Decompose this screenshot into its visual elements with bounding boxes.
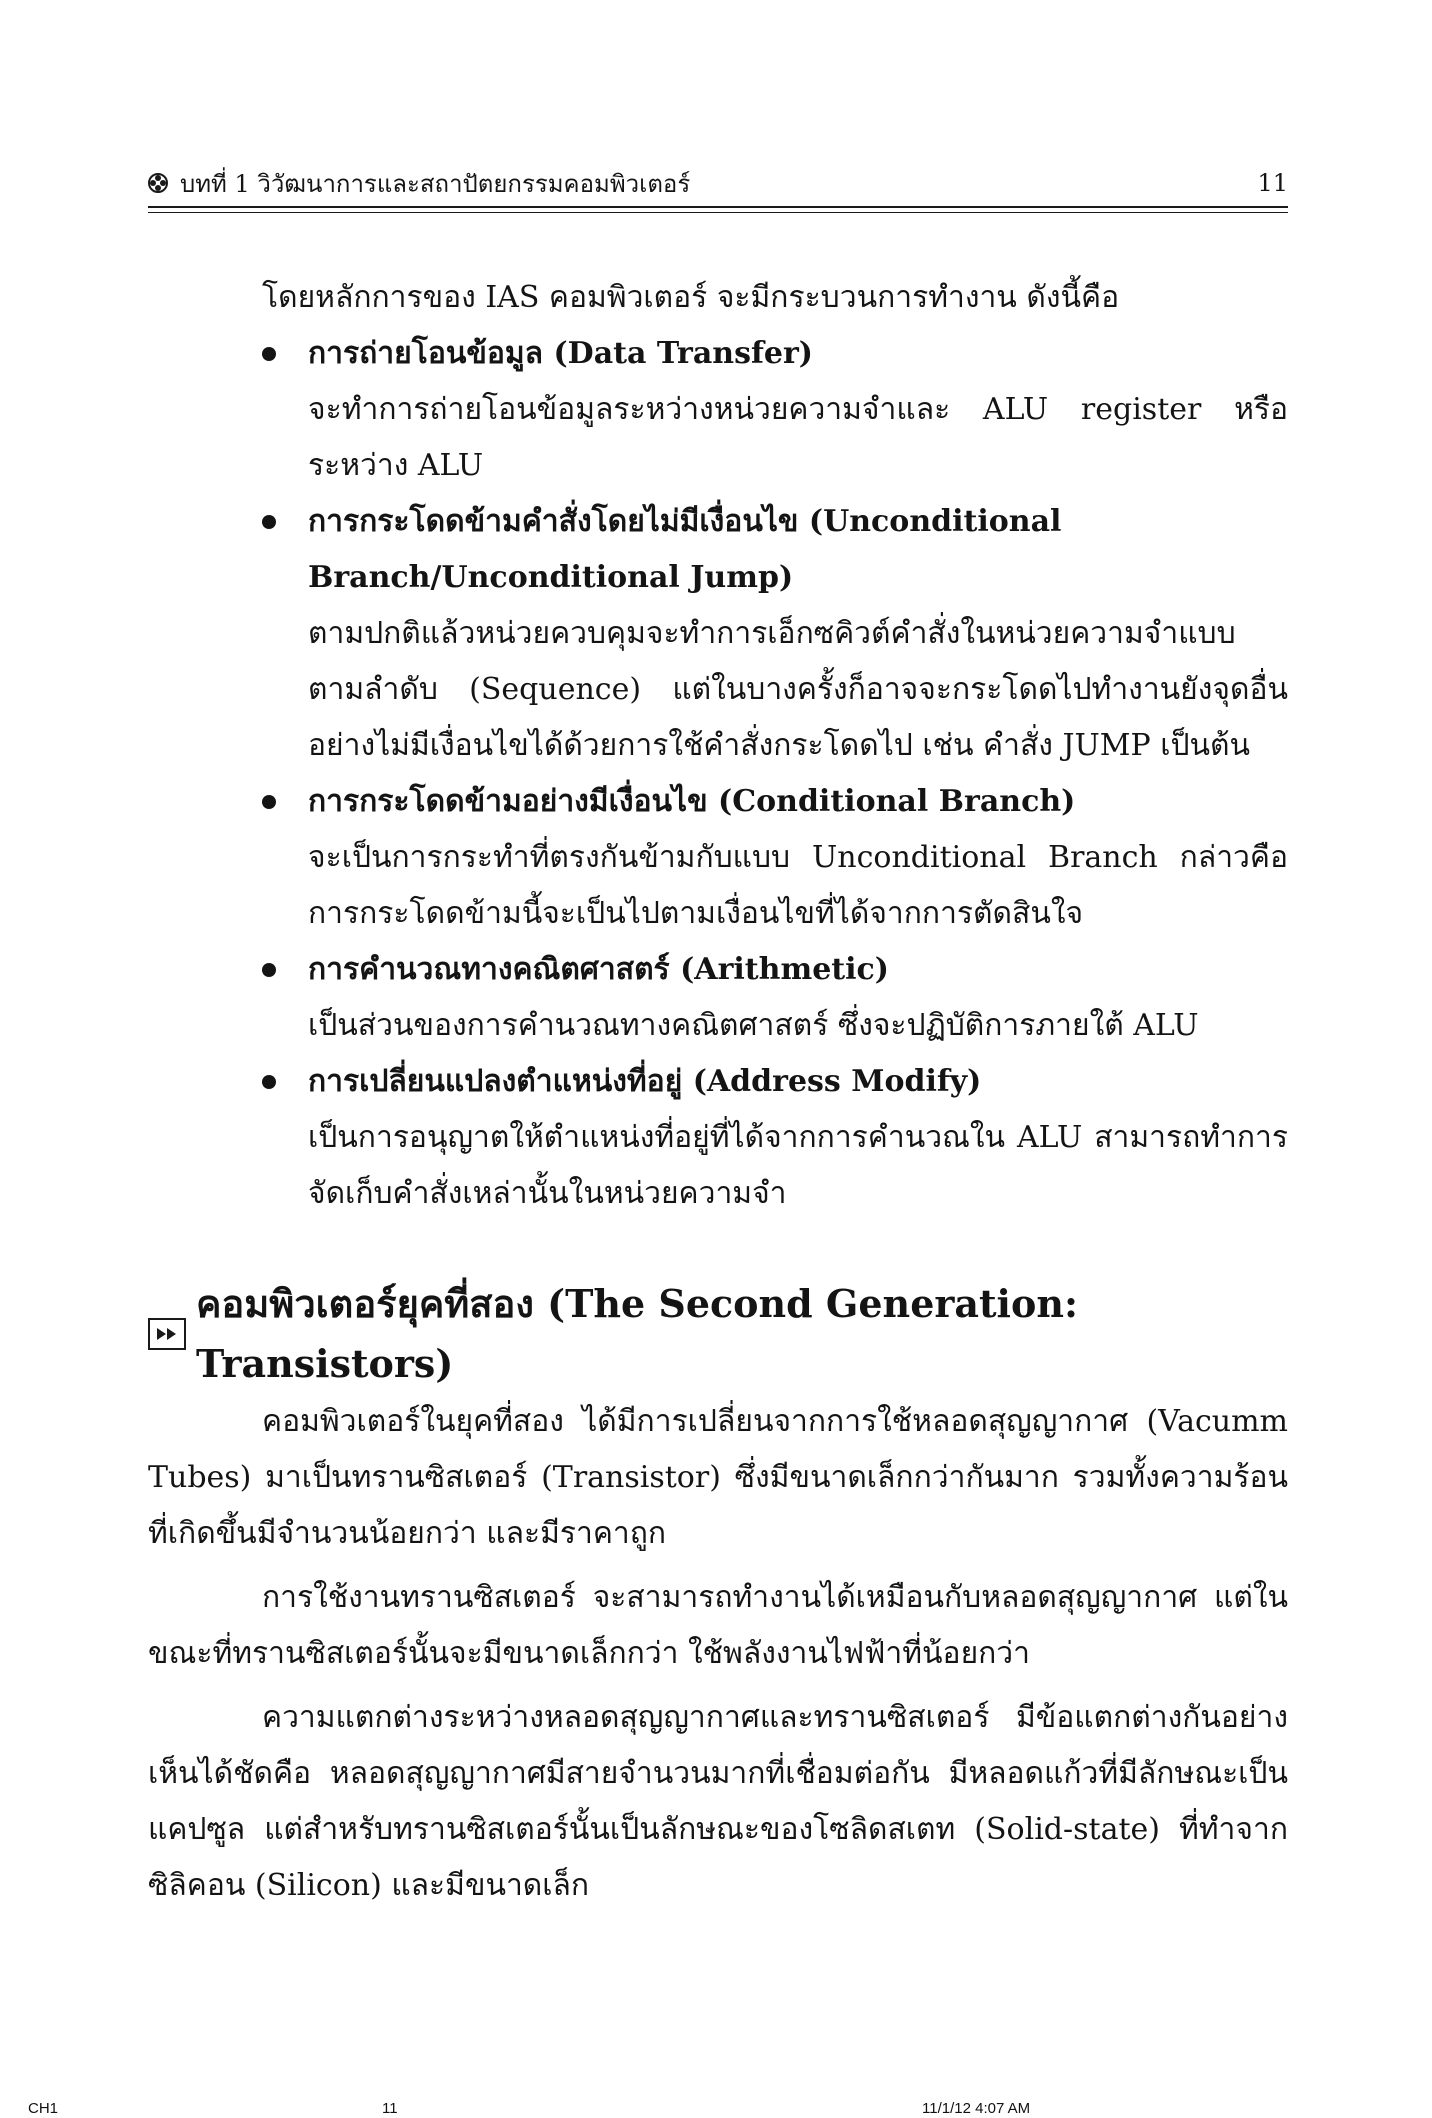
ias-process-block [262,270,1288,1222]
bullet-title: การคำนวณทางคณิตศาสตร์ (Arithmetic) [308,952,890,987]
page-header [148,160,1288,208]
bullet-icon [262,963,276,977]
chapter-heading [148,164,690,203]
header-page-number: 11 [1257,169,1288,197]
chapter-title: บทที่ 1 วิวัฒนาการและสถาปัตยกรรมคอมพิวเตอร์ [180,169,691,198]
section-heading [148,1274,1288,1394]
footer-page-number: 11 [382,2100,398,2117]
bullet-icon [262,515,276,529]
bullet-description: เป็นการอนุญาตให้ตำแหน่งที่อยู่ที่ได้จากการคำนวณใน ALU สามารถทำการจัดเก็บคำสั่งเหล่านั้นในหน่วยความจำ [308,1120,1288,1211]
bullet-description: เป็นส่วนของการคำนวณทางคณิตศาสตร์ ซึ่งจะปฏิบัติการภายใต้ ALU [308,1008,1199,1043]
page-body [148,270,1288,1914]
footer-file-label: CH1 [28,2100,59,2117]
bullet-title: การกระโดดข้ามคำสั่งโดยไม่มีเงื่อนไข (Unconditional Branch/Unconditional Jump) [308,504,1062,595]
footer-timestamp: 11/1/12 4:07 AM [922,2100,1031,2117]
bullet-title: การถ่ายโอนข้อมูล (Data Transfer) [308,336,813,371]
body-paragraph: ความแตกต่างระหว่างหลอดสุญญากาศและทรานซิสเตอร์ มีข้อแตกต่างกันอย่างเห็นได้ชัดคือ หลอดสุญญากาศมีสายจำนวนมากที่เชื่อมต่อกัน มีหลอดแก้วที่มีลักษณะเป็นแคปซูล แต่สำหรับทรานซิสเตอร์นั้นเป็นลักษณะของโซลิดสเตท (Solid-state) ที่ทำจากซิลิคอน (Silicon) และมีขนาดเล็ก [148,1700,1288,1903]
list-item [262,774,1288,942]
bullet-description: จะเป็นการกระทำที่ตรงกันข้ามกับแบบ Unconditional Branch กล่าวคือ การกระโดดข้ามนี้จะเป็นไปตามเงื่อนไขที่ได้จากการตัดสินใจ [308,840,1288,931]
print-footer [0,2100,1432,2118]
list-item [262,494,1288,774]
bullet-icon [262,347,276,361]
list-item [262,942,1288,1054]
bullet-icon [262,1075,276,1089]
intro-paragraph: โดยหลักการของ IAS คอมพิวเตอร์ จะมีกระบวนการทำงาน ดังนี้คือ [262,280,1120,315]
body-paragraph: คอมพิวเตอร์ในยุคที่สอง ได้มีการเปลี่ยนจากการใช้หลอดสุญญากาศ (Vacumm Tubes) มาเป็นทรานซิสเตอร์ (Transistor) ซึ่งมีขนาดเล็กกว่ากันมาก รวมทั้งความร้อนที่เกิดขึ้นมีจำนวนน้อยกว่า และมีราคาถูก [148,1404,1288,1551]
body-paragraph: การใช้งานทรานซิสเตอร์ จะสามารถทำงานได้เหมือนกับหลอดสุญญากาศ แต่ในขณะที่ทรานซิสเตอร์นั้นจะมีขนาดเล็กกว่า ใช้พลังงานไฟฟ้าที่น้อยกว่า [148,1580,1288,1671]
flower-ornament-icon [148,173,168,193]
bullet-title: การกระโดดข้ามอย่างมีเงื่อนไข (Conditional Branch) [308,784,1076,819]
fast-forward-icon [148,1318,186,1350]
bullet-title: การเปลี่ยนแปลงตำแหน่งที่อยู่ (Address Modify) [308,1064,982,1099]
bullet-description: จะทำการถ่ายโอนข้อมูลระหว่างหน่วยความจำและ ALU register หรือระหว่าง ALU [308,392,1288,483]
list-item [262,326,1288,494]
bullet-icon [262,795,276,809]
list-item [262,1054,1288,1222]
section-title: คอมพิวเตอร์ยุคที่สอง (The Second Generation: Transistors) [196,1281,1078,1386]
bullet-description: ตามปกติแล้วหน่วยควบคุมจะทำการเอ็กซคิวต์คำสั่งในหน่วยความจำแบบตามลำดับ (Sequence) แต่ในบางครั้งก็อาจจะกระโดดไปทำงานยังจุดอื่นอย่างไม่มีเงื่อนไขได้ด้วยการใช้คำสั่งกระโดดไป เช่น คำสั่ง JUMP เป็นต้น [308,616,1288,763]
